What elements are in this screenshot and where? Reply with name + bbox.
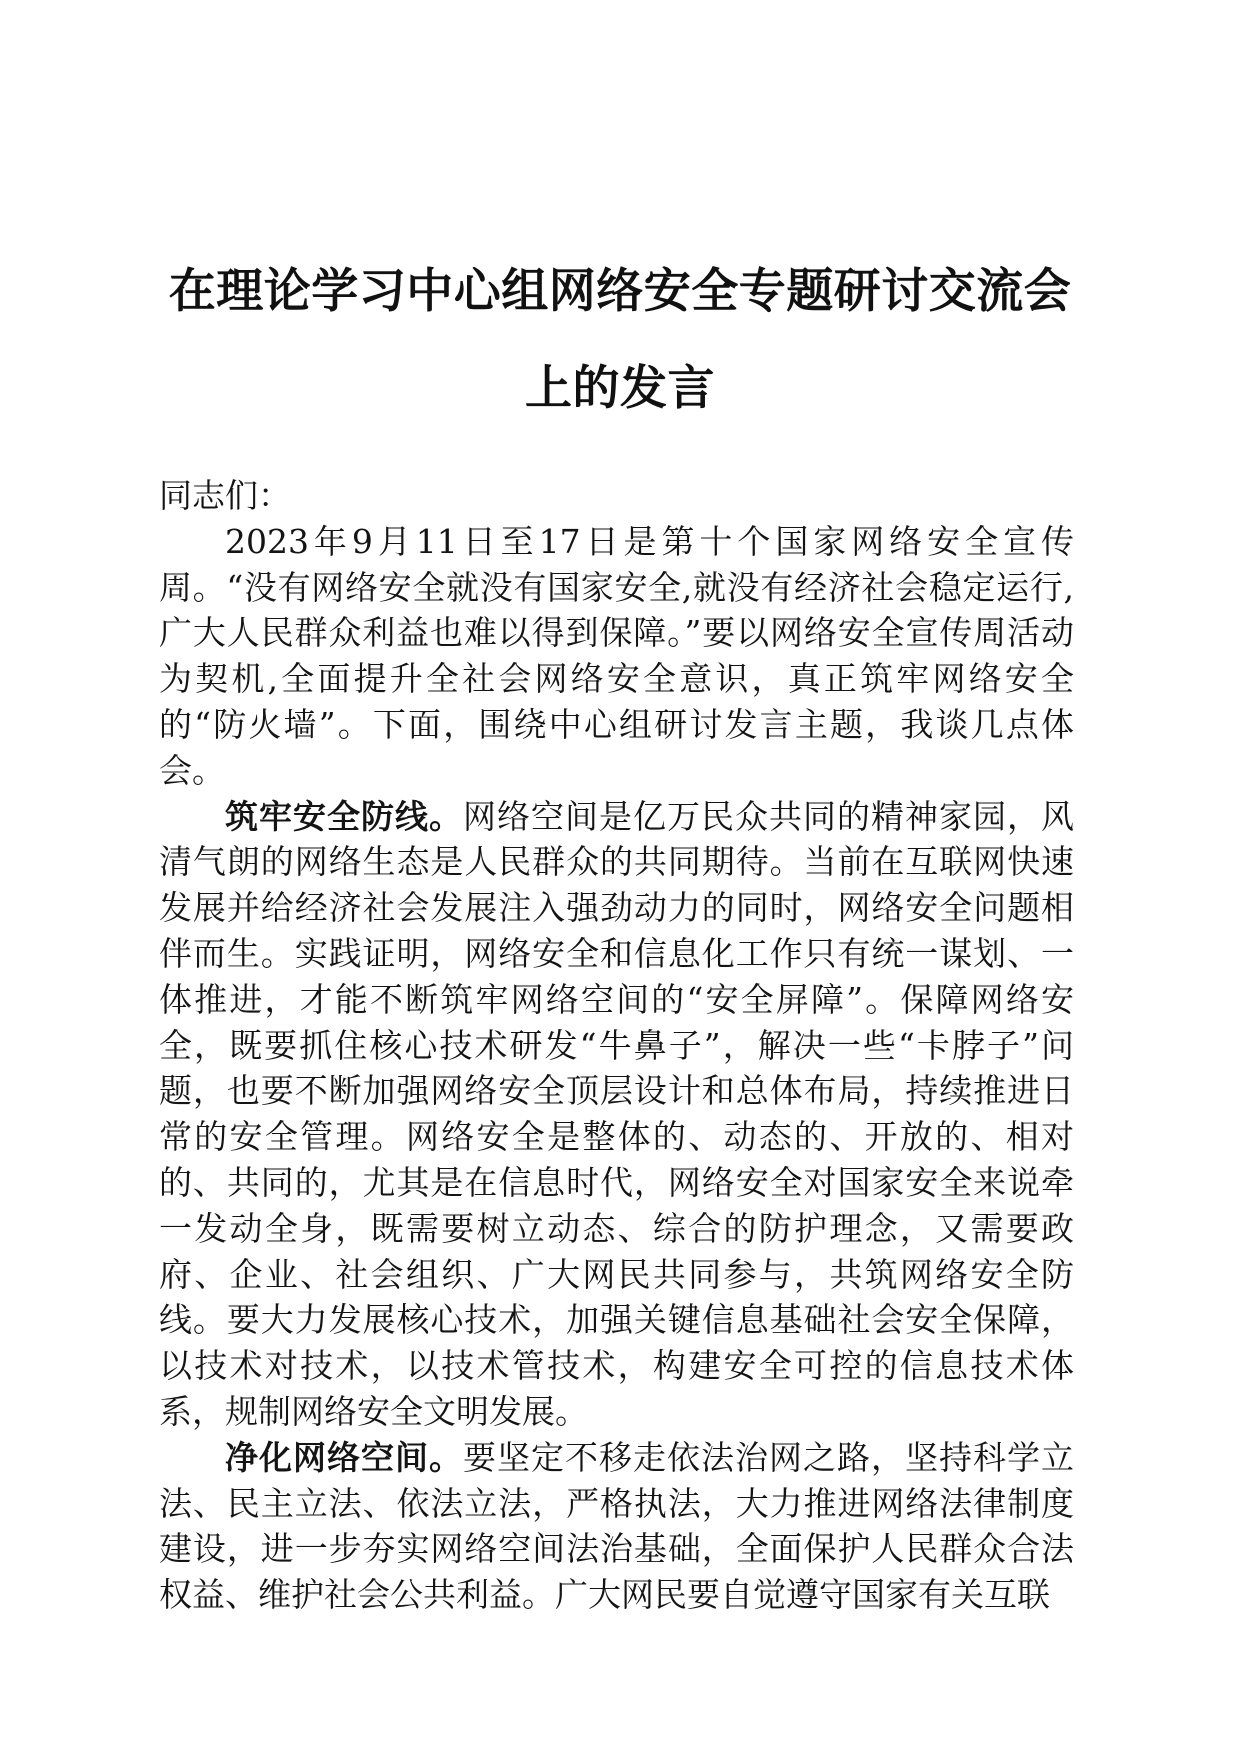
paragraph-secure-defense	[159, 794, 1074, 1435]
paragraph-intro	[159, 519, 1074, 794]
paragraph-heading: 净化网络空间。	[225, 1437, 463, 1477]
paragraph-clean-cyberspace	[159, 1435, 1074, 1618]
salutation: 同志们：	[159, 476, 291, 515]
document-title: 在理论学习中心组网络安全专题研讨交流会上的发言	[168, 264, 1072, 416]
paragraph-text: 网络空间是亿万民众共同的精神家园，风清气朗的网络生态是人民群众的共同期待。当前在互联网快速发展并给经济社会发展注入强劲动力的同时，网络安全问题相伴而生。实践证明，网络安全和信息化工作只有统一谋划、一体推进，才能不断筑牢网络空间的“安全屏障”。保障网络安全，既要抓住核心技术研发“牛鼻子”，解决一些“卡脖子”问题，也要不断加强网络安全顶层设计和总体布局，持续推进日常的安全管理。网络安全是整体的、动态的、开放的、相对的、共同的，尤其是在信息时代，网络安全对国家安全来说牵一发动全身，既需要树立动态、综合的防护理念，又需要政府、企业、社会组织、广大网民共同参与，共筑网络安全防线。要大力发展核心技术，加强关键信息基础社会安全保障，以技术对技术，以技术管技术，构建安全可控的信息技术体系，规制网络安全文明发展。	[159, 796, 1074, 1431]
paragraph-text: 要坚定不移走依法治网之路，坚持科学立法、民主立法、依法立法，严格执法，大力推进网络法律制度建设，进一步夯实网络空间法治基础，全面保护人民群众合法权益、维护社会公共利益。广大网民要自觉遵守国家有关互联	[159, 1437, 1074, 1615]
document-body	[159, 473, 1074, 1618]
paragraph-heading: 筑牢安全防线。	[225, 796, 463, 836]
paragraph-text: 2023年9月11日至17日是第十个国家网络安全宣传周。“没有网络安全就没有国家安全,就没有经济社会稳定运行,广大人民群众利益也难以得到保障。”要以网络安全宣传周活动为契机,全面提升全社会网络安全意识，真正筑牢网络安全的“防火墙”。下面，围绕中心组研讨发言主题，我谈几点体会。	[159, 521, 1074, 790]
